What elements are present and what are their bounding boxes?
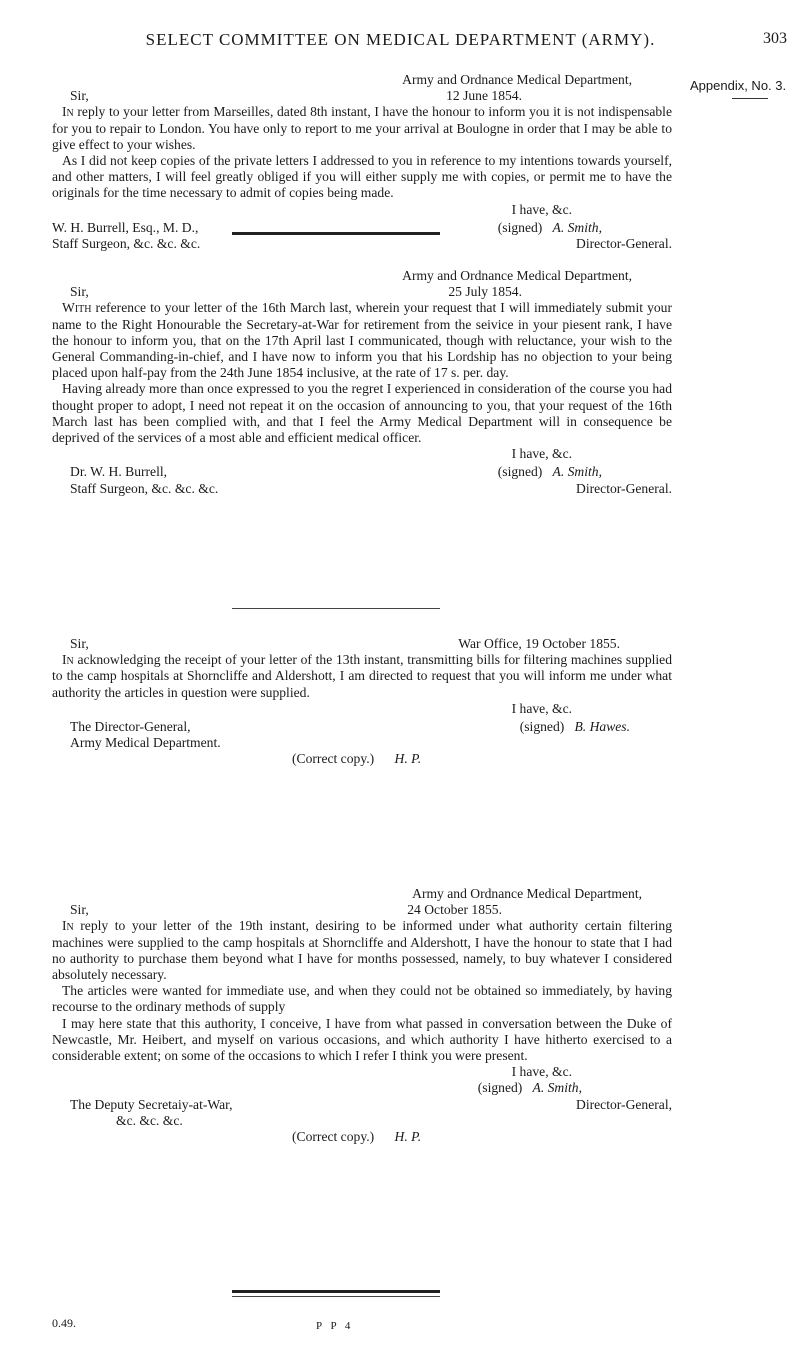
- letter-3-opening: In: [62, 652, 74, 668]
- letter-1-addressee: W. H. Burrell, Esq., M. D.,: [52, 219, 199, 235]
- letter-4-signatory-title: Director-General,: [576, 1096, 672, 1112]
- letter-2-closing: I have, &c.: [511, 446, 572, 462]
- letter-2-signatory-title: Director-General.: [576, 480, 672, 496]
- footer-code: 0.49.: [52, 1316, 76, 1330]
- letter-1-salutation: Sir,: [70, 88, 89, 104]
- letter-4-signatory: A. Smith,: [532, 1080, 582, 1096]
- letter-2-addressee-title: Staff Surgeon, &c. &c. &c.: [70, 480, 219, 496]
- letter-4: [52, 886, 672, 1145]
- appendix-rule: [732, 98, 768, 99]
- letter-1-office: Army and Ordnance Medical Department,: [402, 72, 632, 87]
- letter-1: [52, 72, 672, 252]
- running-head: SELECT COMMITTEE ON MEDICAL DEPARTMENT (ARMY).: [145, 30, 656, 49]
- letter-3-date: War Office, 19 October 1855.: [458, 636, 620, 651]
- letter-1-signed: (signed): [497, 219, 543, 235]
- section-rule: [232, 1290, 440, 1293]
- letter-3-paragraph: acknowledging the receipt of your letter of the 13th instant, transmitting bills for filtering machines supplied to the camp hospitals at Shorncliffe and Aldershott, I am directed to request that you will inform me under what authority the articles in question were supplied.: [52, 652, 672, 700]
- letter-4-paragraph: I may here state that this authority, I conceive, I have from what passed in conversation between the Duke of Newcastle, Mr. Heibert, and myself on various occasions, and which authority I have hitherto exercised to a considerable extent; on some of the occasions to which I refer I think you were present.: [52, 1015, 672, 1064]
- letter-4-office: Army and Ordnance Medical Department,: [412, 886, 642, 901]
- letter-4-salutation: Sir,: [70, 902, 89, 918]
- letter-3-signatory: B. Hawes.: [574, 719, 630, 735]
- letter-3: [52, 636, 672, 768]
- letter-3-correct-copy: (Correct copy.): [292, 751, 375, 767]
- letter-1-paragraph: As I did not keep copies of the private letters I addressed to you in reference to my intentions towards yourself, and other matters, I will feel greatly obliged if you will either supply me with copies, or permit me to have the originals for the time necessary to admit of copies being made.: [52, 153, 672, 201]
- letter-2-signed: (signed): [497, 464, 543, 480]
- letter-4-paragraph: The articles were wanted for immediate use, and when they could not be obtained so immediately, by having recourse to the ordinary methods of supply: [52, 983, 672, 1015]
- letter-1-paragraph: reply to your letter from Marseilles, dated 8th instant, I have the honour to inform you it is not indispensable for you to repair to London. You have only to report to me your arrival at Boulogne in order that I may be able to give effect to your wishes.: [52, 104, 672, 152]
- letter-4-addressee-title: &c. &c. &c.: [116, 1112, 183, 1128]
- letter-3-initials: H. P.: [394, 751, 422, 767]
- letter-2-salutation: Sir,: [70, 284, 89, 300]
- letter-2-office: Army and Ordnance Medical Department,: [402, 268, 632, 283]
- letter-1-opening: In: [62, 104, 74, 120]
- letter-2-signatory: A. Smith,: [552, 464, 602, 480]
- letter-1-addressee-title: Staff Surgeon, &c. &c. &c.: [52, 236, 201, 252]
- letter-1-date: 12 June 1854.: [446, 88, 522, 104]
- letter-1-signatory-title: Director-General.: [576, 236, 672, 252]
- letter-1-closing: I have, &c.: [511, 201, 572, 217]
- letter-2-addressee: Dr. W. H. Burrell,: [70, 464, 168, 480]
- letter-3-addressee: The Director-General,: [70, 719, 191, 735]
- letter-1-signatory: A. Smith,: [552, 219, 602, 235]
- letter-2-paragraph: Having already more than once expressed to you the regret I experienced in consideration of the course you had thought proper to adopt, I need not repeat it on the occasion of announcing to you, that your request of the 16th March last has been complied with, and that I feel the Army Medical Department will in consequence be deprived of the services of a most able and efficient medical officer.: [52, 381, 672, 446]
- letter-3-signed: (signed): [519, 719, 565, 735]
- footer-signature-mark: P P 4: [316, 1320, 354, 1332]
- letter-3-salutation: Sir,: [70, 636, 89, 651]
- letter-4-addressee: The Deputy Secretaiy-at-War,: [70, 1096, 233, 1112]
- section-rule: [232, 232, 440, 235]
- letter-2-opening: With: [62, 300, 92, 316]
- letter-4-initials: H. P.: [394, 1129, 422, 1145]
- letter-4-correct-copy: (Correct copy.): [292, 1129, 375, 1145]
- appendix-note: Appendix, No. 3.: [690, 78, 787, 93]
- letter-4-signed: (signed): [477, 1080, 523, 1096]
- letter-3-closing: I have, &c.: [511, 700, 572, 716]
- letter-4-date: 24 October 1855.: [407, 902, 502, 918]
- section-rule: [232, 1296, 440, 1297]
- letter-2-paragraph: reference to your letter of the 16th March last, wherein your request that I will immediately submit your name to the Right Honourable the Secretary-at-War for retirement from the seivice in your piesent rank, I have the honour to inform you, that on the 17th April last I communicated, though with reluctance, your wish to the General Commanding-in-chief, and I have now to inform you that his Lordship has no objection to your being placed upon half-pay from the 24th June 1854 inclusive, at the rate of 17 s. per. day.: [52, 300, 672, 381]
- page-number: 303: [763, 30, 787, 47]
- letter-4-opening: In: [62, 918, 74, 934]
- letter-4-paragraph: reply to your letter of the 19th instant, desiring to be informed under what authority certain filtering machines were supplied to the camp hospitals at Shorncliffe and Aldershott, I have the honour to state that I had no authority to purchase them beyond what I have for months possessed, namely, to buy whatever I considered absolutely necessary.: [52, 918, 672, 983]
- letter-2-date: 25 July 1854.: [448, 284, 522, 300]
- letter-4-closing: I have, &c.: [511, 1064, 572, 1080]
- letter-3-addressee-title: Army Medical Department.: [70, 735, 221, 751]
- letter-2: [52, 268, 672, 497]
- section-rule: [232, 608, 440, 609]
